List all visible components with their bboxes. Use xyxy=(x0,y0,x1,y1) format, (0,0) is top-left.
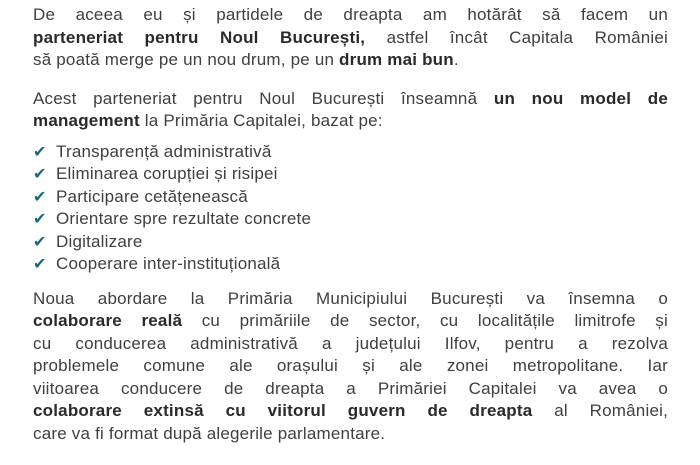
text-segment: la Primăria Capitalei, bazat pe: xyxy=(139,111,383,130)
text-line xyxy=(33,49,668,72)
text-segment-bold: drum mai bun xyxy=(339,50,454,69)
text-line xyxy=(33,423,668,446)
text-line xyxy=(33,27,668,50)
text-segment: cu primăriile de sector, cu localitățile limitrofe și xyxy=(182,311,668,330)
text-segment: problemele comune ale orașului și ale zonei metropolitane. Iar xyxy=(33,356,668,375)
checklist-item-label: Participare cetățenească xyxy=(56,186,248,206)
text-line xyxy=(33,4,668,27)
checklist-item-label: Transparență administrativă xyxy=(56,141,272,161)
text-line xyxy=(33,110,668,133)
paragraph-partnership xyxy=(33,4,668,72)
checklist-item xyxy=(33,208,668,231)
checklist-item xyxy=(33,141,668,164)
text-segment: viitoarea conducere de dreapta a Primăriei Capitalei va avea o xyxy=(33,378,668,398)
checklist-item xyxy=(33,253,668,276)
text-segment-bold: un nou model de xyxy=(493,88,668,108)
checklist-item xyxy=(33,231,668,254)
paragraph-collaboration xyxy=(33,288,668,446)
text-segment: să poată merge pe un nou drum, pe un xyxy=(33,50,340,69)
text-line xyxy=(33,333,668,356)
check-icon: ✔ xyxy=(33,209,47,228)
text-segment-bold: management xyxy=(33,111,140,130)
text-line xyxy=(33,310,668,333)
text-line xyxy=(33,288,668,311)
text-segment: astfel încât Capitala României xyxy=(365,27,668,47)
checklist-item-label: Orientare spre rezultate concrete xyxy=(56,209,312,228)
checklist-item-label: Eliminarea corupției și risipei xyxy=(56,164,278,183)
text-line xyxy=(33,355,668,378)
check-icon: ✔ xyxy=(33,164,47,183)
text-segment: Acest parteneriat pentru Noul București înseamnă xyxy=(33,88,494,108)
text-line xyxy=(33,378,668,401)
checklist-item-label: Digitalizare xyxy=(56,231,143,251)
paragraph-new-management xyxy=(33,88,668,133)
checklist-item xyxy=(33,186,668,209)
text-segment: al României, xyxy=(532,401,668,420)
text-segment: care va fi format după alegerile parlamentare. xyxy=(33,423,386,443)
text-segment: cu conducerea administrativă a județului Ilfov, pentru a rezolva xyxy=(33,333,668,353)
text-segment: . xyxy=(453,50,459,69)
text-segment-bold: colaborare extinsă cu viitorul guvern de dreapta xyxy=(33,401,533,420)
check-icon: ✔ xyxy=(33,254,47,273)
text-segment-bold: parteneriat pentru Noul București, xyxy=(33,27,366,47)
checklist-item-label: Cooperare inter-instituțională xyxy=(56,254,281,273)
text-segment: De aceea eu și partidele de dreapta am hotărât să facem un xyxy=(33,5,668,24)
checklist-item xyxy=(33,163,668,186)
text-line xyxy=(33,400,668,423)
check-icon: ✔ xyxy=(33,141,47,161)
check-icon: ✔ xyxy=(33,231,47,251)
text-line xyxy=(33,88,668,111)
text-segment: Noua abordare la Primăria Municipiului București va însemna o xyxy=(33,288,668,308)
check-icon: ✔ xyxy=(33,186,47,206)
text-segment-bold: colaborare reală xyxy=(33,311,183,330)
principles-checklist xyxy=(33,141,668,276)
